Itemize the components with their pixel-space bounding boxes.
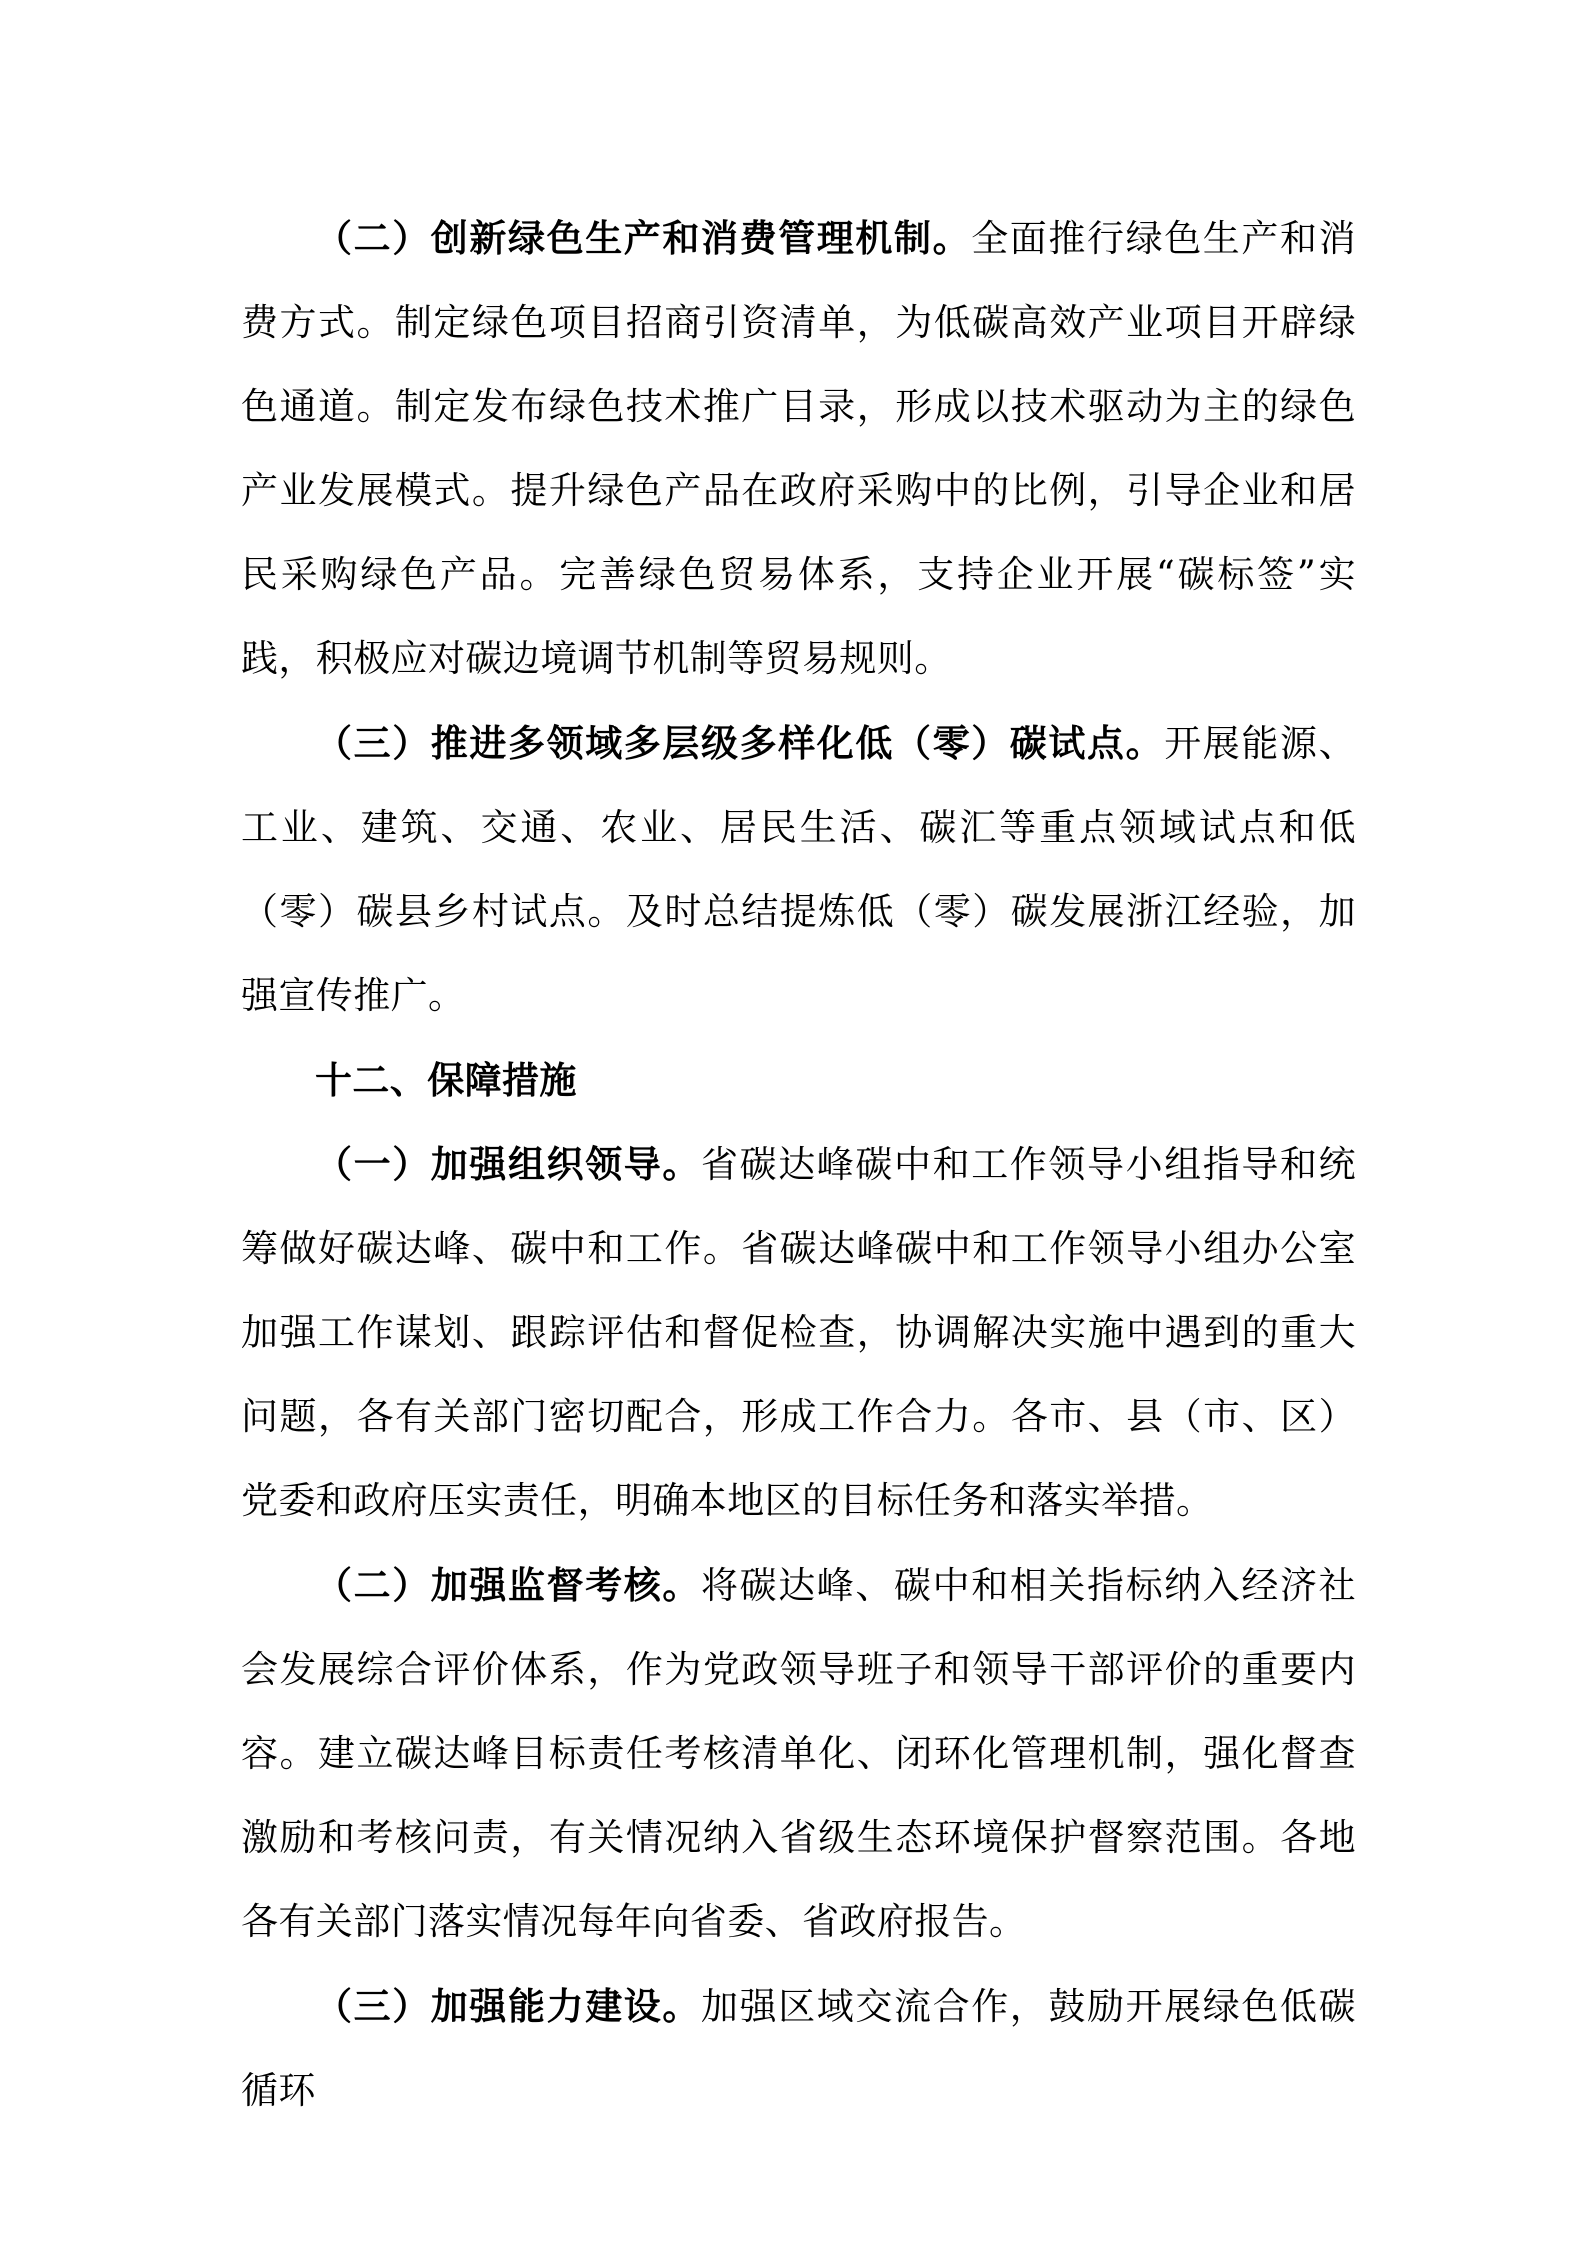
paragraph-text: 省碳达峰碳中和工作领导小组指导和统筹做好碳达峰、碳中和工作。省碳达峰碳中和工作领导小组办公室加强工作谋划、跟踪评估和督促检查，协调解决实施中遇到的重大问题，各有关部门密切配合，形成工作合力。各市、县（市、区）党委和政府压实责任，明确本地区的目标任务和落实举措。 [241, 1143, 1356, 1522]
paragraph-lead: （三）加强能力建设。 [315, 1984, 701, 2028]
paragraph-text: 全面推行绿色生产和消费方式。制定绿色项目招商引资清单，为低碳高效产业项目开辟绿色通道。制定发布绿色技术推广目录，形成以技术驱动为主的绿色产业发展模式。提升绿色产品在政府采购中的比例，引导企业和居民采购绿色产品。完善绿色贸易体系，支持企业开展“碳标签”实践，积极应对碳边境调节机制等贸易规则。 [241, 217, 1356, 680]
paragraph-pilot-projects [241, 701, 1356, 1038]
section-heading-text: 十二、保障措施 [315, 1058, 577, 1102]
paragraph-text: 加强区域交流合作，鼓励开展绿色低碳循环 [241, 1985, 1356, 2112]
paragraph-lead: （一）加强组织领导。 [315, 1142, 701, 1186]
section-heading-safeguards [241, 1038, 1356, 1122]
paragraph-organization-leadership [241, 1122, 1356, 1543]
paragraph-lead: （三）推进多领域多层级多样化低（零）碳试点。 [315, 721, 1165, 765]
paragraph-capacity-building [241, 1964, 1356, 2133]
paragraph-text: 将碳达峰、碳中和相关指标纳入经济社会发展综合评价体系，作为党政领导班子和领导干部评价的重要内容。建立碳达峰目标责任考核清单化、闭环化管理机制，强化督查激励和考核问责，有关情况纳入省级生态环境保护督察范围。各地各有关部门落实情况每年向省委、省政府报告。 [241, 1564, 1356, 1943]
paragraph-green-production [241, 196, 1356, 701]
paragraph-text: 开展能源、工业、建筑、交通、农业、居民生活、碳汇等重点领域试点和低（零）碳县乡村试点。及时总结提炼低（零）碳发展浙江经验，加强宣传推广。 [241, 722, 1357, 1017]
paragraph-lead: （二）创新绿色生产和消费管理机制。 [315, 216, 972, 260]
paragraph-supervision-assessment [241, 1543, 1356, 1964]
document-body [241, 196, 1356, 2133]
paragraph-lead: （二）加强监督考核。 [315, 1563, 701, 1607]
